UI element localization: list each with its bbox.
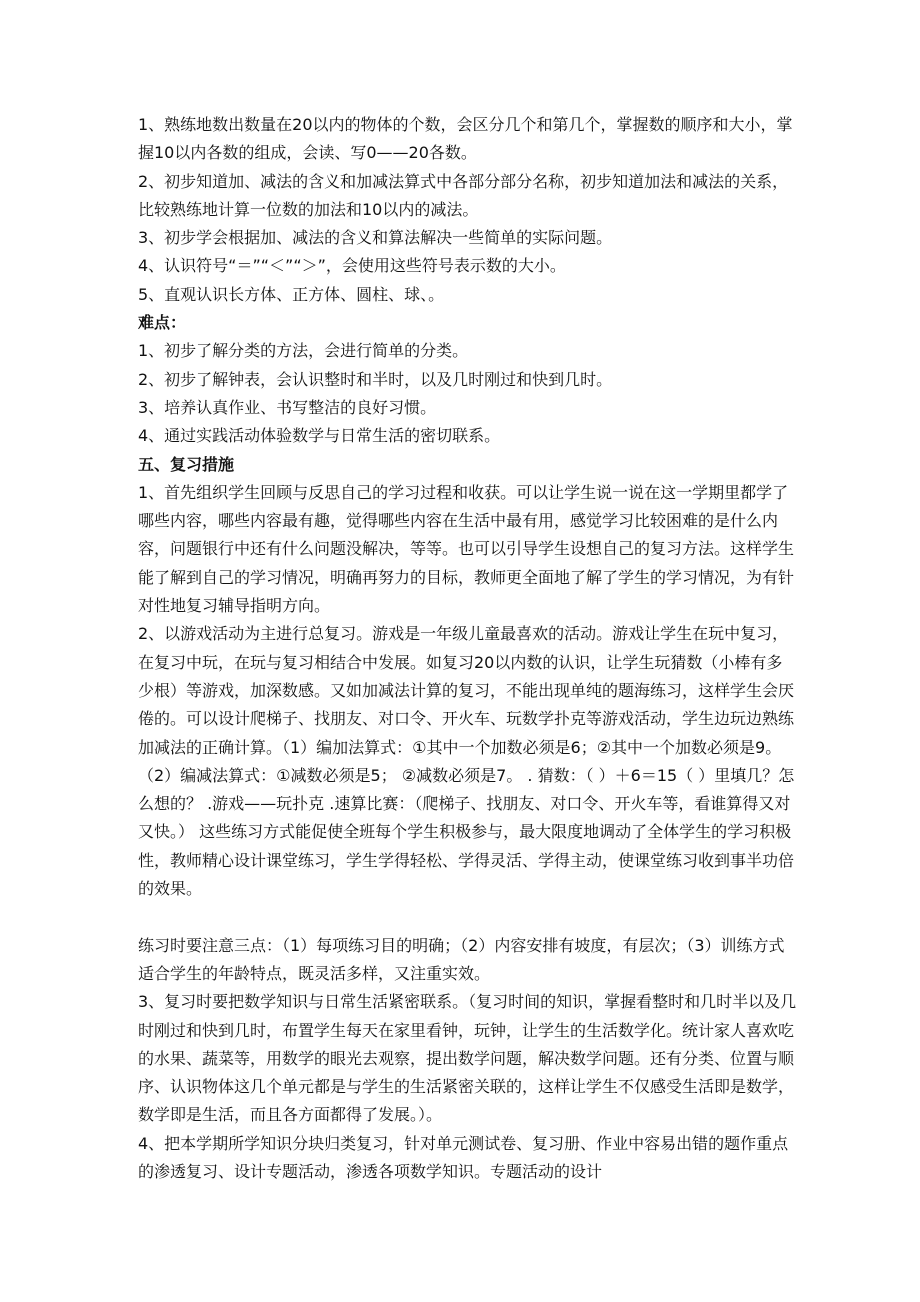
measure-4: 4、把本学期所学知识分块归类复习，针对单元测试卷、复习册、作业中容易出错的题作重点的渗透复习、设计专题活动，渗透各项数学知识。专题活动的设计 bbox=[138, 1133, 789, 1181]
goal-4: 4、认识符号“＝”“＜”“＞”，会使用这些符号表示数的大小。 bbox=[138, 256, 566, 276]
goal-1: 1、熟练地数出数量在20以内的物体的个数，会区分几个和第几个，掌握数的顺序和大小，掌握10以内各数的组成，会读、写0——20各数。 bbox=[138, 115, 793, 163]
goal-3: 3、初步学会根据加、减法的含义和算法解决一些简单的实际问题。 bbox=[138, 228, 613, 248]
measure-2: 2、以游戏活动为主进行总复习。游戏是一年级儿童最喜欢的活动。游戏让学生在玩中复习，在复习中玩，在玩与复习相结合中发展。如复习20以内数的认识，让学生玩猜数（小棒有多少根）等游戏，加深数感。又如加减法计算的复习，不能出现单纯的题海练习，这样学生会厌倦的。可以设计爬梯子、找朋友、对口令、开火车、玩数学扑克等游戏活动，学生边玩边熟练加减法的正确计算。（1）编加法算式：①其中一个加数必须是6；②其中一个加数必须是9。 （2）编减法算式：①减数必须是5； ②减数必须是7。 . 猜数：（ ）＋6＝15（ ）里填几？怎么想的？ .游戏——玩扑克 .速算比赛：（爬梯子、找朋友、对口令、开火车等，看谁算得又对又快。） 这些练习方式能促使全班每个学生积极参与，最大限度地调动了全体学生的学习积极性，教师精心设计课堂练习，学生学得轻松、学得灵活、学得主动，使课堂练习收到事半功倍的效果。 bbox=[138, 624, 795, 899]
measure-3: 3、复习时要把数学知识与日常生活紧密联系。（复习时间的知识，掌握看整时和几时半以及几时刚过和快到几时，布置学生每天在家里看钟，玩钟，让学生的生活数学化。统计家人喜欢吃的水果、蔬菜等，用数学的眼光去观察，提出数学问题，解决数学问题。还有分类、位置与顺序、认识物体这几个单元都是与学生的生活紧密关联的，这样让学生不仅感受生活即是数学，数学即是生活，而且各方面都得了发展。）。 bbox=[138, 992, 797, 1125]
difficulty-4: 4、通过实践活动体验数学与日常生活的密切联系。 bbox=[138, 426, 501, 446]
document-body bbox=[138, 111, 798, 1186]
difficulty-1: 1、初步了解分类的方法，会进行简单的分类。 bbox=[138, 341, 469, 361]
section-heading-review-measures: 五、复习措施 bbox=[138, 454, 235, 474]
difficulty-2: 2、初步了解钟表，会认识整时和半时，以及几时刚过和快到几时。 bbox=[138, 369, 613, 389]
goal-5: 5、直观认识长方体、正方体、圆柱、球、。 bbox=[138, 284, 445, 304]
practice-notes: 练习时要注意三点：（1）每项练习目的明确；（2）内容安排有坡度，有层次；（3）训练方式适合学生的年龄特点，既灵活多样，又注重实效。 bbox=[138, 935, 785, 983]
difficulty-heading: 难点： bbox=[138, 313, 187, 333]
goal-2: 2、初步知道加、减法的含义和加减法算式中各部分部分名称，初步知道加法和减法的关系，比较熟练地计算一位数的加法和10以内的减法。 bbox=[138, 171, 789, 219]
difficulty-3: 3、培养认真作业、书写整洁的良好习惯。 bbox=[138, 397, 437, 417]
measure-1: 1、首先组织学生回顾与反思自己的学习过程和收获。可以让学生说一说在这一学期里都学了哪些内容，哪些内容最有趣，觉得哪些内容在生活中最有用，感觉学习比较困难的是什么内容，问题银行中还有什么问题没解决，等等。也可以引导学生设想自己的复习方法。这样学生能了解到自己的学习情况，明确再努力的目标，教师更全面地了解了学生的学习情况，为有针对性地复习辅导指明方向。 bbox=[138, 482, 795, 616]
blank-line bbox=[138, 903, 798, 931]
